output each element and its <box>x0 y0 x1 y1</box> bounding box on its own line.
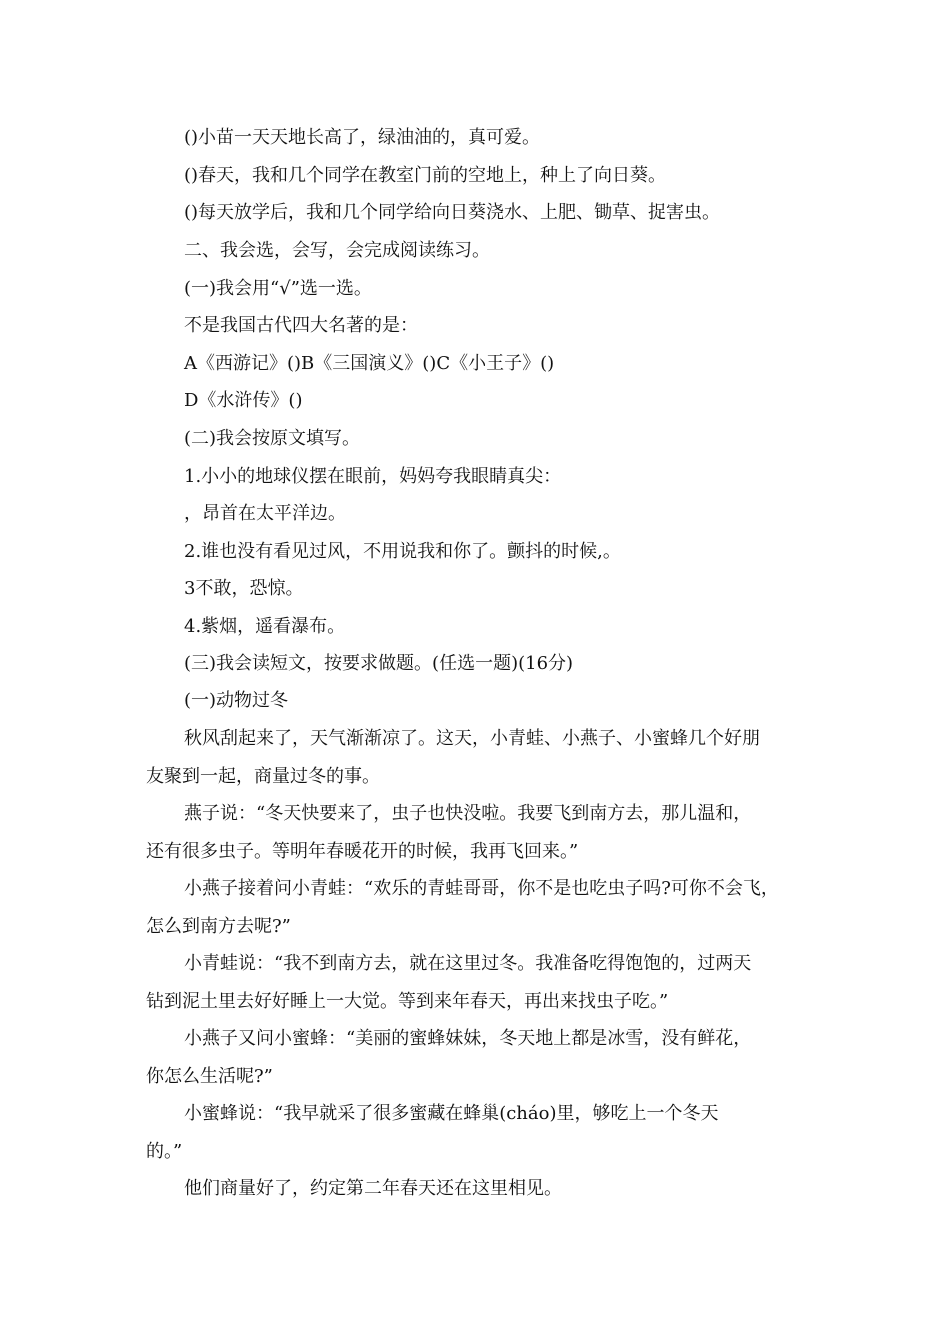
sequence-item-2: ()春天，我和几个同学在教室门前的空地上，种上了向日葵。 <box>184 165 667 186</box>
section-heading: 二、我会选，会写，会完成阅读练习。 <box>184 240 490 261</box>
passage-line: 的。” <box>146 1141 183 1162</box>
fill-item-1-cont: ，昂首在太平洋边。 <box>184 503 346 524</box>
passage-line: 小青蛙说：“我不到南方去，就在这里过冬。我准备吃得饱饱的，过两天 <box>184 953 752 974</box>
passage-line: 小燕子接着问小青蛙：“欢乐的青蛙哥哥，你不是也吃虫子吗?可你不会飞， <box>184 878 779 899</box>
sequence-item-1: ()小苗一天天地长高了，绿油油的，真可爱。 <box>184 127 541 148</box>
sequence-item-3: ()每天放学后，我和几个同学给向日葵浇水、上肥、锄草、捉害虫。 <box>184 202 721 223</box>
passage-title: (一)动物过冬 <box>184 690 289 711</box>
subsection-heading: (二)我会按原文填写。 <box>184 428 361 449</box>
fill-item-3: 3不敢，恐惊。 <box>184 578 304 599</box>
passage-line: 钻到泥土里去好好睡上一大觉。等到来年春天，再出来找虫子吃。” <box>146 991 669 1012</box>
fill-item-1: 1.小小的地球仪摆在眼前，妈妈夸我眼睛真尖： <box>184 466 562 487</box>
passage-line: 友聚到一起，商量过冬的事。 <box>146 766 380 787</box>
choice-options: A《西游记》()B《三国演义》()C《小王子》() <box>184 353 555 374</box>
passage-line: 怎么到南方去呢?” <box>146 916 291 937</box>
subsection-heading: (三)我会读短文，按要求做题。(任选一题)(16分) <box>184 653 574 674</box>
passage-line: 你怎么生活呢?” <box>146 1066 273 1087</box>
passage-line: 还有很多虫子。等明年春暖花开的时候，我再飞回来。” <box>146 841 579 862</box>
fill-item-2: 2.谁也没有看见过风，不用说我和你了。颤抖的时候,。 <box>184 541 621 562</box>
passage-line: 秋风刮起来了，天气渐渐凉了。这天，小青蛙、小燕子、小蜜蜂几个好朋 <box>184 728 760 749</box>
passage-line: 他们商量好了，约定第二年春天还在这里相见。 <box>184 1178 562 1199</box>
passage-line: 燕子说：“冬天快要来了，虫子也快没啦。我要飞到南方去，那儿温和， <box>184 803 752 824</box>
question-text: 不是我国古代四大名著的是： <box>184 315 418 336</box>
choice-option-d: D《水浒传》() <box>184 390 303 411</box>
passage-line: 小燕子又问小蜜蜂：“美丽的蜜蜂妹妹，冬天地上都是冰雪，没有鲜花， <box>184 1028 752 1049</box>
subsection-heading: (一)我会用“√”选一选。 <box>184 278 372 299</box>
fill-item-4: 4.紫烟，遥看瀑布。 <box>184 616 346 637</box>
passage-line: 小蜜蜂说：“我早就采了很多蜜藏在蜂巢(cháo)里，够吃上一个冬天 <box>184 1103 719 1124</box>
